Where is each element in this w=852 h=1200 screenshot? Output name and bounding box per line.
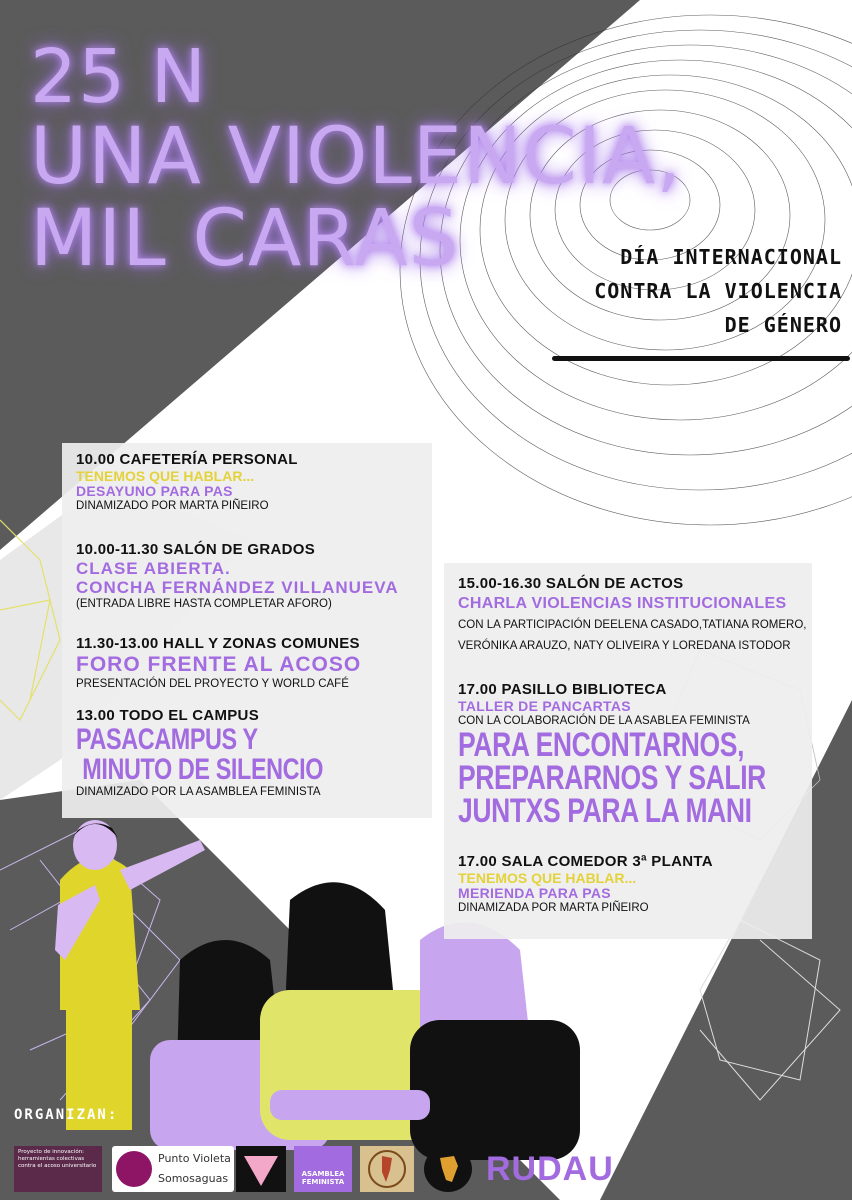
event-tagline: TENEMOS QUE HABLAR... [76, 468, 255, 484]
event-title: DESAYUNO PARA PAS [76, 483, 233, 499]
event-detail-line-1: CON LA PARTICIPACIÓN DEELENA CASADO,TATIANA ROMERO, [458, 619, 807, 631]
event-heading: 13.00 TODO EL CAMPUS [76, 707, 259, 724]
subtitle [594, 240, 842, 342]
punto-violeta-dot-icon [116, 1151, 152, 1187]
event-title-line-1: PASACAMPUS Y [76, 723, 258, 756]
punto-violeta-place: Somosaguas [158, 1172, 229, 1185]
event-detail-line-2: VERÓNIKA ARAUZO, NATY OLIVEIRA Y LOREDANA ISTODOR [458, 640, 791, 652]
event-title: CHARLA VIOLENCIAS INSTITUCIONALES [458, 595, 787, 612]
event-heading: 11.30-13.00 HALL Y ZONAS COMUNES [76, 635, 360, 652]
asamblea-feminista-logo: ASAMBLEA FEMINISTA [294, 1146, 352, 1192]
africa-logo-icon [424, 1146, 472, 1192]
event-heading: 15.00-16.30 SALÓN DE ACTOS [458, 575, 684, 592]
schedule-afternoon [444, 563, 812, 939]
event-message-line-1: PARA ENCONTARNOS, [458, 726, 745, 764]
event-title-line-2: MINUTO DE SILENCIO [82, 753, 324, 786]
event-foro [76, 635, 426, 692]
rudau-logo: RUDAU [486, 1150, 614, 1188]
triangle-logo-icon [236, 1146, 286, 1192]
event-heading: 10.00 CAFETERÍA PERSONAL [76, 451, 298, 468]
event-sala-comedor [458, 853, 806, 916]
punto-violeta-name: Punto Violeta [158, 1152, 231, 1165]
event-cafeteria [76, 451, 426, 514]
event-title: FORO FRENTE AL ACOSO [76, 653, 362, 676]
event-detail: PRESENTACIÓN DEL PROYECTO Y WORLD CAFÉ [76, 678, 349, 690]
innovation-project-logo: Proyecto de innovación: herramientas colectivas contra el acoso universitario [14, 1146, 102, 1192]
event-detail: DINAMIZADO POR MARTA PIÑEIRO [76, 500, 269, 512]
event-speaker: CONCHA FERNÁNDEZ VILLANUEVA [76, 578, 399, 597]
title-line-2: UNA VIOLENCIA, [30, 112, 683, 202]
event-title: MERIENDA PARA PAS [458, 885, 611, 901]
event-tagline: TENEMOS QUE HABLAR... [458, 870, 637, 886]
event-message-line-2: PREPARARNOS Y SALIR [458, 759, 766, 797]
event-detail: DINAMIZADO POR LA ASAMBLEA FEMINISTA [76, 786, 321, 798]
event-message-line-3: JUNTXS PARA LA MANI [458, 792, 752, 830]
subtitle-line-1: DÍA INTERNACIONAL [620, 245, 842, 269]
event-salon-grados [76, 541, 426, 612]
event-detail: DINAMIZADA POR MARTA PIÑEIRO [458, 902, 649, 914]
event-heading: 17.00 PASILLO BIBLIOTECA [458, 681, 667, 698]
schedule-morning [62, 443, 432, 818]
title-line-3: MIL CARAS [30, 194, 460, 284]
subtitle-underline [552, 356, 850, 361]
subtitle-line-2: CONTRA LA VIOLENCIA [594, 279, 842, 303]
title-line-1: 25 N [30, 34, 208, 120]
latin-america-logo-icon [360, 1146, 414, 1192]
event-detail: CON LA COLABORACIÓN DE LA ASABLEA FEMINISTA [458, 715, 750, 727]
event-title: TALLER DE PANCARTAS [458, 698, 631, 714]
event-heading: 10.00-11.30 SALÓN DE GRADOS [76, 541, 316, 558]
event-biblioteca [458, 681, 806, 828]
event-heading: 17.00 SALA COMEDOR 3ª PLANTA [458, 853, 713, 870]
event-title: CLASE ABIERTA. [76, 559, 231, 578]
event-salon-actos [458, 575, 806, 657]
event-detail: (ENTRADA LIBRE HASTA COMPLETAR AFORO) [76, 598, 332, 610]
organizers-label: ORGANIZAN: [14, 1107, 119, 1123]
event-pasacampus [76, 707, 426, 800]
punto-violeta-logo [112, 1146, 234, 1192]
subtitle-line-3: DE GÉNERO [724, 313, 842, 337]
